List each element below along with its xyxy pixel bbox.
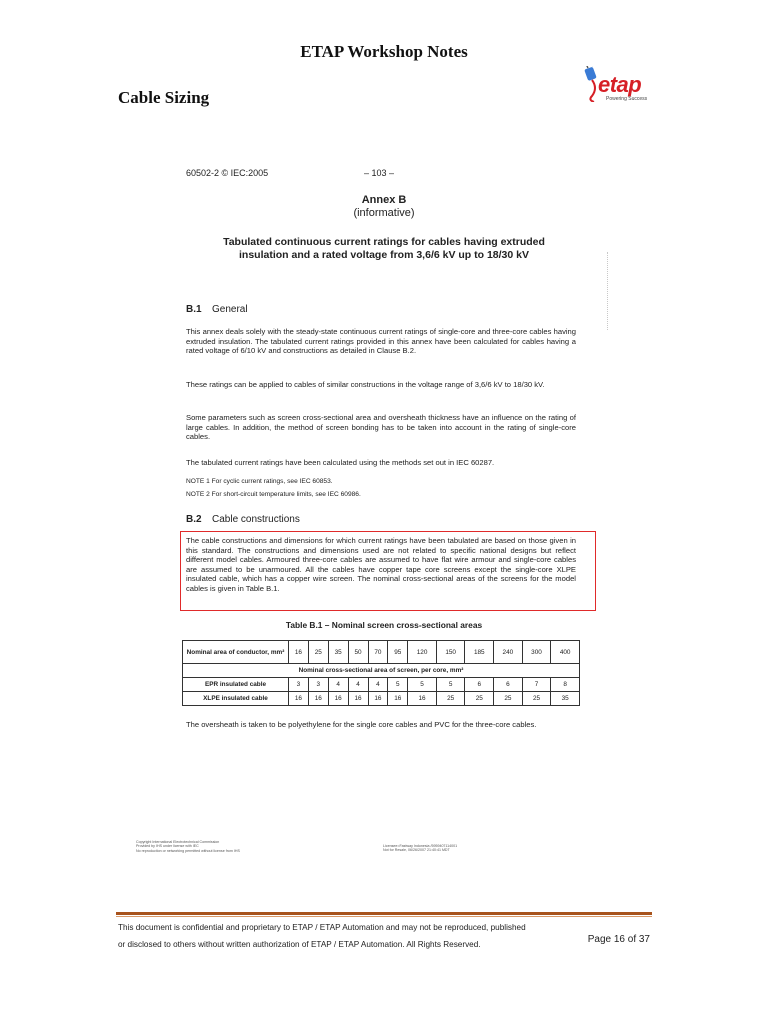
annex-main-title xyxy=(186,236,582,262)
table-cell: 95 xyxy=(388,641,408,664)
b2-paragraph-1: The cable constructions and dimensions for which current ratings have been tabulated are based on those given in this standard. The constructions and dimensions used are not related to specific national designs but reflect different model cables. Armoured three-core cables are assumed to have flat wire armour and single-core cables are assumed to be unarmoured. All the cables have copper tape core screens except the single-core XLPE insulated cable, which has a copper wire screen. The nominal cross-sectional areas of the screens for the model cables is given in Table B.1. xyxy=(186,536,576,593)
table-cell: 300 xyxy=(522,641,551,664)
table-cell: 25 xyxy=(494,692,523,706)
note-2: NOTE 2 For short-circuit temperature limits, see IEC 60986. xyxy=(186,491,361,498)
scan-license-line1: Licensee=Fastway Indonesia /5959407114001 xyxy=(383,844,458,848)
screen-area-table xyxy=(182,640,580,706)
table-cell: 16 xyxy=(289,641,309,664)
table-cell: 35 xyxy=(551,692,580,706)
table-cell: 16 xyxy=(408,692,437,706)
heading-b2 xyxy=(186,514,300,525)
table-row-label: XLPE insulated cable xyxy=(183,692,289,706)
b1-paragraph-1: This annex deals solely with the steady-state continuous current ratings of single-core and three-core cables having extruded insulation. The tabulated current ratings provided in this annex have been calculated for cables having a rated voltage of 6/10 kV and constructions as detailed in Clause B.2. xyxy=(186,327,576,356)
table-cell: 70 xyxy=(368,641,388,664)
table-cell: 3 xyxy=(308,678,328,692)
table-cell: 16 xyxy=(388,692,408,706)
table-cell: 5 xyxy=(388,678,408,692)
b1-paragraph-3: Some parameters such as screen cross-sectional area and oversheath thickness have an influence on the rating of large cables. In addition, the method of screen bonding has to be taken into account in the rating of single-core cables. xyxy=(186,413,576,442)
scan-copyright-line2: Provided by IHS under license with IEC xyxy=(136,844,199,849)
table-span-label: Nominal cross-sectional area of screen, per core, mm² xyxy=(183,664,580,678)
table-cell: 16 xyxy=(289,692,309,706)
confidentiality-line2: or disclosed to others without written authorization of ETAP / ETAP Automation. All Rights Reserved. xyxy=(118,940,481,949)
confidentiality-line1: This document is confidential and proprietary to ETAP / ETAP Automation and may not be reproduced, published xyxy=(118,923,526,932)
table-cell: 25 xyxy=(308,641,328,664)
table-cell: 3 xyxy=(289,678,309,692)
logo-tagline: Powering Success xyxy=(606,96,648,102)
annex-subtitle: (informative) xyxy=(353,207,415,219)
scan-license xyxy=(383,844,457,853)
table-cell: 4 xyxy=(348,678,368,692)
table-cell: 50 xyxy=(348,641,368,664)
table-cell: 5 xyxy=(408,678,437,692)
annex-main-title-line2: insulation and a rated voltage from 3,6/6 kV up to 18/30 kV xyxy=(238,249,529,261)
table-cell: 400 xyxy=(551,641,580,664)
heading-b1 xyxy=(186,304,248,315)
heading-b1-number: B.1 xyxy=(186,304,202,315)
b1-paragraph-4: The tabulated current ratings have been calculated using the methods set out in IEC 60287. xyxy=(186,458,495,467)
table-cell: 5 xyxy=(436,678,465,692)
table-cell: 16 xyxy=(368,692,388,706)
section-title: Cable Sizing xyxy=(118,88,210,107)
table-cell: 185 xyxy=(465,641,494,664)
table-row xyxy=(183,692,580,706)
standard-page-number: – 103 – xyxy=(364,168,395,178)
table-cell: 150 xyxy=(436,641,465,664)
table-cell: 25 xyxy=(522,692,551,706)
heading-b2-title: Cable constructions xyxy=(212,514,300,525)
table-cell: 6 xyxy=(465,678,494,692)
page-number: Page 16 of 37 xyxy=(587,934,650,945)
annex-heading xyxy=(186,194,582,220)
scan-copyright-line1: Copyright International Electrotechnical Commission xyxy=(136,840,220,844)
table-cell: 4 xyxy=(368,678,388,692)
scan-copyright-line3: No reproduction or networking permitted without license from IHS xyxy=(136,848,240,853)
document-header: ETAP Workshop Notes xyxy=(300,42,468,61)
table-cell: 120 xyxy=(408,641,437,664)
table-cell: 16 xyxy=(328,692,348,706)
table-cell: 8 xyxy=(551,678,580,692)
standard-running-head xyxy=(186,168,582,182)
table-cell: 35 xyxy=(328,641,348,664)
confidentiality-notice xyxy=(118,919,652,953)
table-cell: 16 xyxy=(348,692,368,706)
table-cell: 4 xyxy=(328,678,348,692)
scan-license-line2: Not for Resale, 06/26/2007 21:40:41 MDT xyxy=(383,848,450,853)
scan-copyright xyxy=(136,840,240,853)
table-cell: 25 xyxy=(436,692,465,706)
table-row xyxy=(183,641,580,664)
table-caption: Table B.1 – Nominal screen cross-sectional areas xyxy=(285,620,483,630)
annex-title: Annex B xyxy=(361,194,407,206)
logo-wordmark: etap xyxy=(598,72,642,97)
table-header-label: Nominal area of conductor, mm² xyxy=(183,641,289,664)
scan-watermark xyxy=(607,252,612,330)
footer-rule xyxy=(116,912,652,915)
b2-paragraph-2: The oversheath is taken to be polyethylene for the single core cables and PVC for the three-core cables. xyxy=(186,720,537,729)
note-1: NOTE 1 For cyclic current ratings, see IEC 60853. xyxy=(186,478,333,485)
footer-rule-secondary xyxy=(116,916,652,917)
table-cell: 25 xyxy=(465,692,494,706)
table-cell: 240 xyxy=(494,641,523,664)
table-cell: 7 xyxy=(522,678,551,692)
highlight-box xyxy=(180,531,596,611)
b1-paragraph-2: These ratings can be applied to cables of similar constructions in the voltage range of 3,6/6 kV to 18/30 kV. xyxy=(186,380,545,389)
heading-b1-title: General xyxy=(212,304,248,315)
standard-reference: 60502-2 © IEC:2005 xyxy=(186,168,269,178)
table-cell: 16 xyxy=(308,692,328,706)
table-cell: 6 xyxy=(494,678,523,692)
table-row xyxy=(183,664,580,678)
annex-main-title-line1: Tabulated continuous current ratings for cables having extruded xyxy=(223,236,545,248)
heading-b2-number: B.2 xyxy=(186,514,202,525)
table-row xyxy=(183,678,580,692)
table-row-label: EPR insulated cable xyxy=(183,678,289,692)
etap-logo xyxy=(578,66,648,106)
